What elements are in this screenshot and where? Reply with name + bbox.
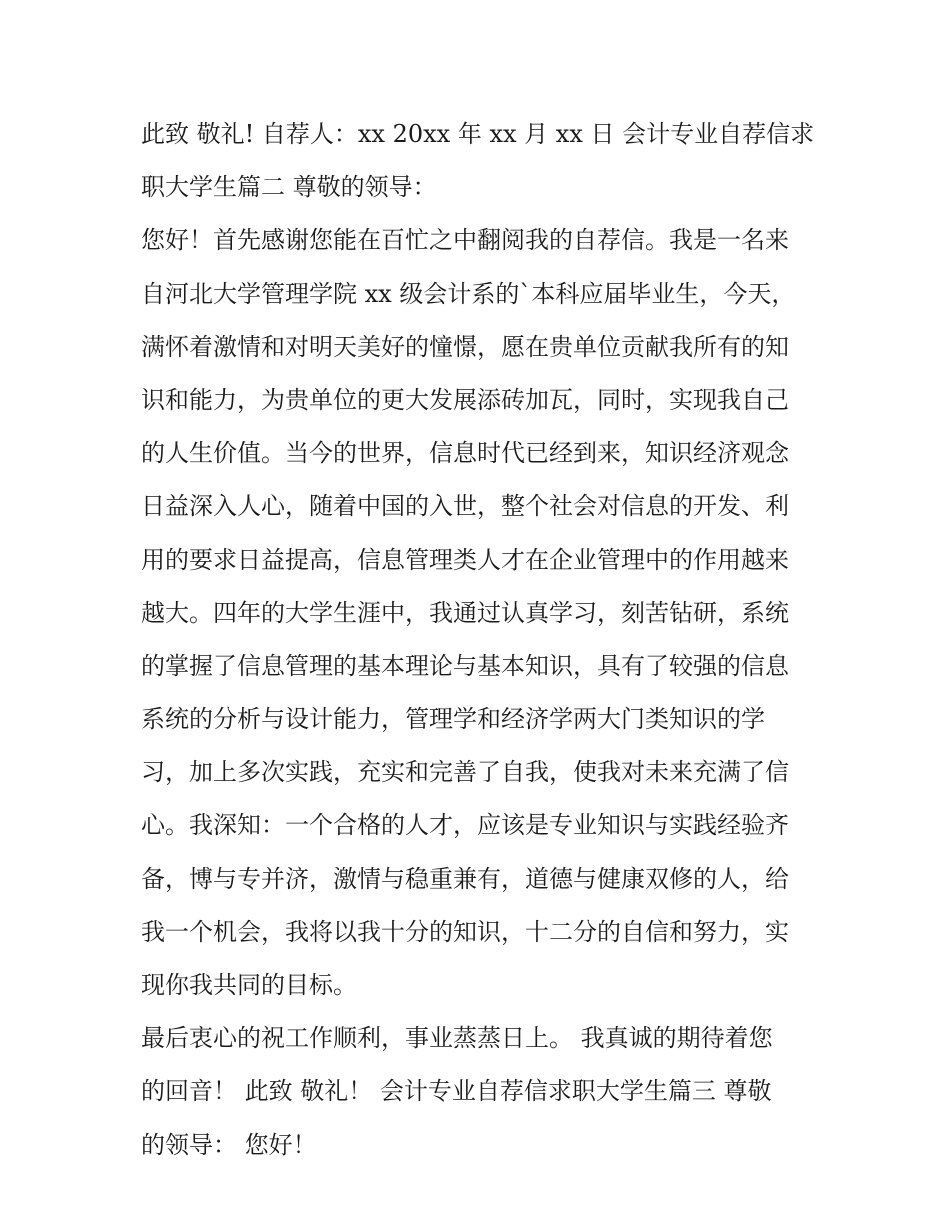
text-line-18: 最后衷心的祝工作顺利，事业蒸蒸日上。 我真诚的期待着您	[141, 1024, 773, 1053]
text-line-8: 日益深入人心，随着中国的入世，整个社会对信息的开发、利	[141, 492, 789, 521]
text-line-7: 的人生价值。当今的世界，信息时代已经到来，知识经济观念	[141, 439, 789, 468]
text-line-19: 的回音！ 此致 敬礼！ 会计专业自荐信求职大学生篇三 尊敬	[141, 1077, 772, 1106]
text-line-4: 自河北大学管理学院 xx 级会计系的`本科应届毕业生，今天，	[141, 279, 796, 308]
text-line-9: 用的要求日益提高，信息管理类人才在企业管理中的作用越来	[141, 545, 789, 574]
text-line-5: 满怀着激情和对明天美好的憧憬，愿在贵单位贡献我所有的知	[141, 332, 789, 361]
text-line-1: 此致 敬礼! 自荐人：xx 20xx 年 xx 月 xx 日 会计专业自荐信求	[141, 120, 815, 148]
text-line-6: 识和能力，为贵单位的更大发展添砖加瓦，同时，实现我自己	[141, 385, 789, 414]
text-line-14: 心。我深知：一个合格的人才，应该是专业知识与实践经验齐	[141, 811, 789, 840]
text-line-17: 现你我共同的目标。	[141, 971, 357, 999]
text-line-20: 的领导： 您好！	[141, 1130, 317, 1159]
text-line-2: 职大学生篇二 尊敬的领导：	[141, 173, 437, 202]
text-line-10: 越大。四年的大学生涯中，我通过认真学习，刻苦钻研，系统	[141, 598, 789, 627]
text-line-12: 系统的分析与设计能力，管理学和经济学两大门类知识的学	[141, 705, 765, 734]
text-line-13: 习，加上多次实践，充实和完善了自我，使我对未来充满了信	[141, 758, 789, 787]
letter-body	[141, 108, 821, 1172]
text-line-16: 我一个机会，我将以我十分的知识，十二分的自信和努力，实	[141, 917, 789, 946]
text-line-3: 您好！首先感谢您能在百忙之中翻阅我的自荐信。我是一名来	[141, 226, 789, 255]
text-line-11: 的掌握了信息管理的基本理论与基本知识，具有了较强的信息	[141, 651, 789, 680]
text-line-15: 备，博与专并济，激情与稳重兼有，道德与健康双修的人，给	[141, 864, 789, 893]
